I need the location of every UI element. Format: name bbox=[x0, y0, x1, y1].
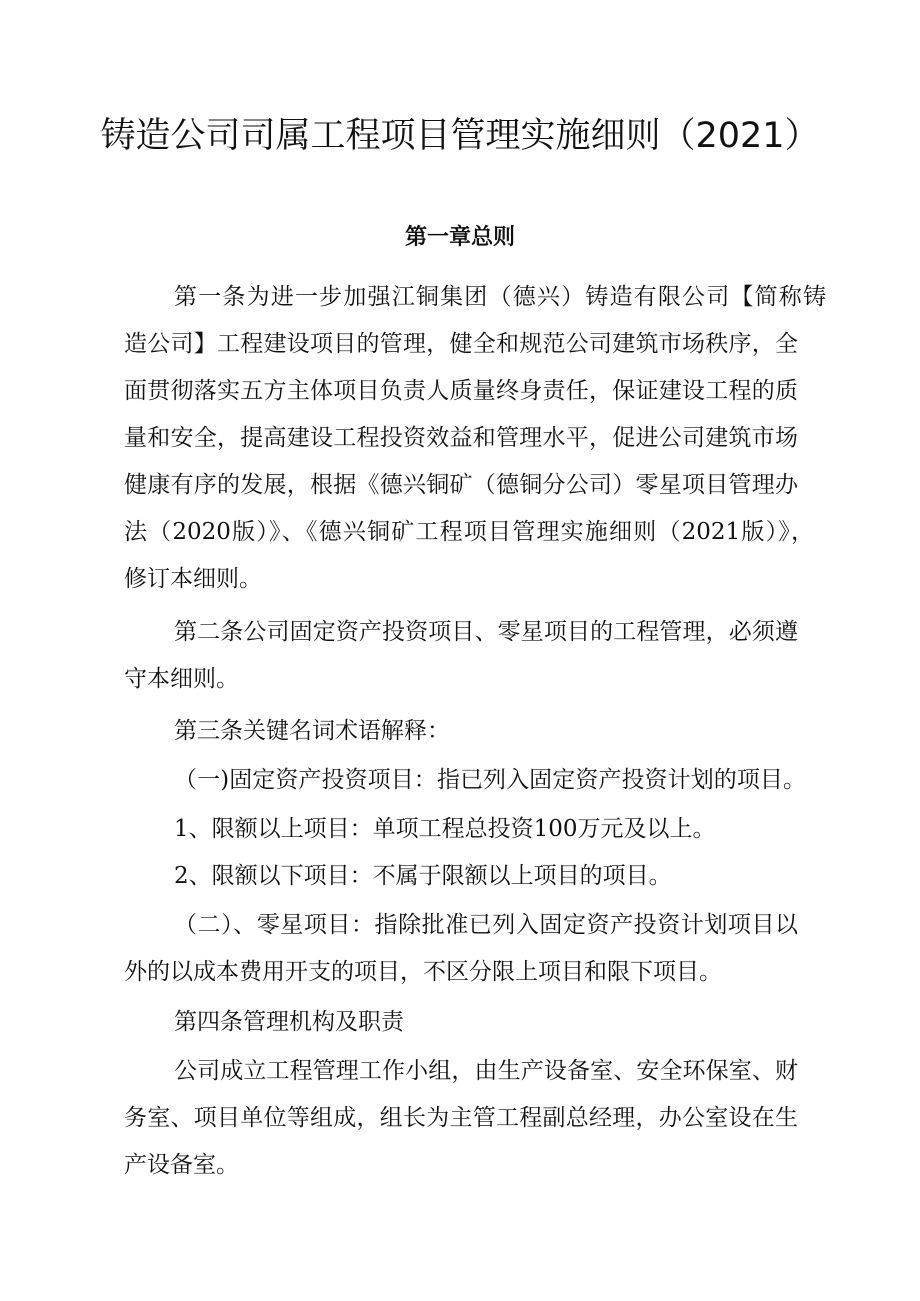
paragraph-line: 造公司】工程建设项目的管理，健全和规范公司建筑市场秩序，全 bbox=[124, 331, 798, 357]
paragraph-line: 健康有序的发展，根据《德兴铜矿（德铜分公司）零星项目管理办 bbox=[124, 472, 798, 498]
paragraph-line: 务室、项目单位等组成，组长为主管工程副总经理，办公室设在生 bbox=[124, 1105, 798, 1131]
paragraph-line: 量和安全，提高建设工程投资效益和管理水平，促进公司建筑市场 bbox=[124, 425, 798, 451]
paragraph-line: （一)固定资产投资项目：指已列入固定资产投资计划的项目。 bbox=[174, 767, 806, 793]
paragraph-line: 第三条关键名词术语解释： bbox=[174, 718, 450, 744]
document-title: 铸造公司司属工程项目管理实施细则（2021） bbox=[100, 116, 820, 156]
paragraph-line: 第一条为进一步加强江铜集团（德兴）铸造有限公司【简称铸 bbox=[174, 284, 826, 310]
paragraph-line: 第二条公司固定资产投资项目、零星项目的工程管理，必须遵 bbox=[174, 619, 798, 645]
chapter-heading: 第一章总则 bbox=[404, 225, 515, 250]
paragraph-line: （二）、零星项目：指除批准已列入固定资产投资计划项目以 bbox=[174, 912, 798, 938]
paragraph-line: 2、限额以下项目：不属于限额以上项目的项目。 bbox=[174, 863, 672, 889]
paragraph-line: 第四条管理机构及职责 bbox=[174, 1009, 404, 1035]
paragraph-line: 产设备室。 bbox=[124, 1152, 239, 1178]
paragraph-line: 1、限额以上项目：单项工程总投资100万元及以上。 bbox=[174, 816, 716, 842]
paragraph-line: 面贯彻落实五方主体项目负责人质量终身责任，保证建设工程的质 bbox=[124, 378, 798, 404]
paragraph-line: 外的以成本费用开支的项目，不区分限上项目和限下项目。 bbox=[124, 959, 722, 985]
paragraph-line: 法（2020版）》、《德兴铜矿工程项目管理实施细则（2021版）》， bbox=[124, 519, 814, 545]
paragraph-line: 修订本细则。 bbox=[124, 566, 262, 592]
paragraph-line: 守本细则。 bbox=[124, 666, 239, 692]
paragraph-line: 公司成立工程管理工作小组，由生产设备室、安全环保室、财 bbox=[174, 1058, 798, 1084]
